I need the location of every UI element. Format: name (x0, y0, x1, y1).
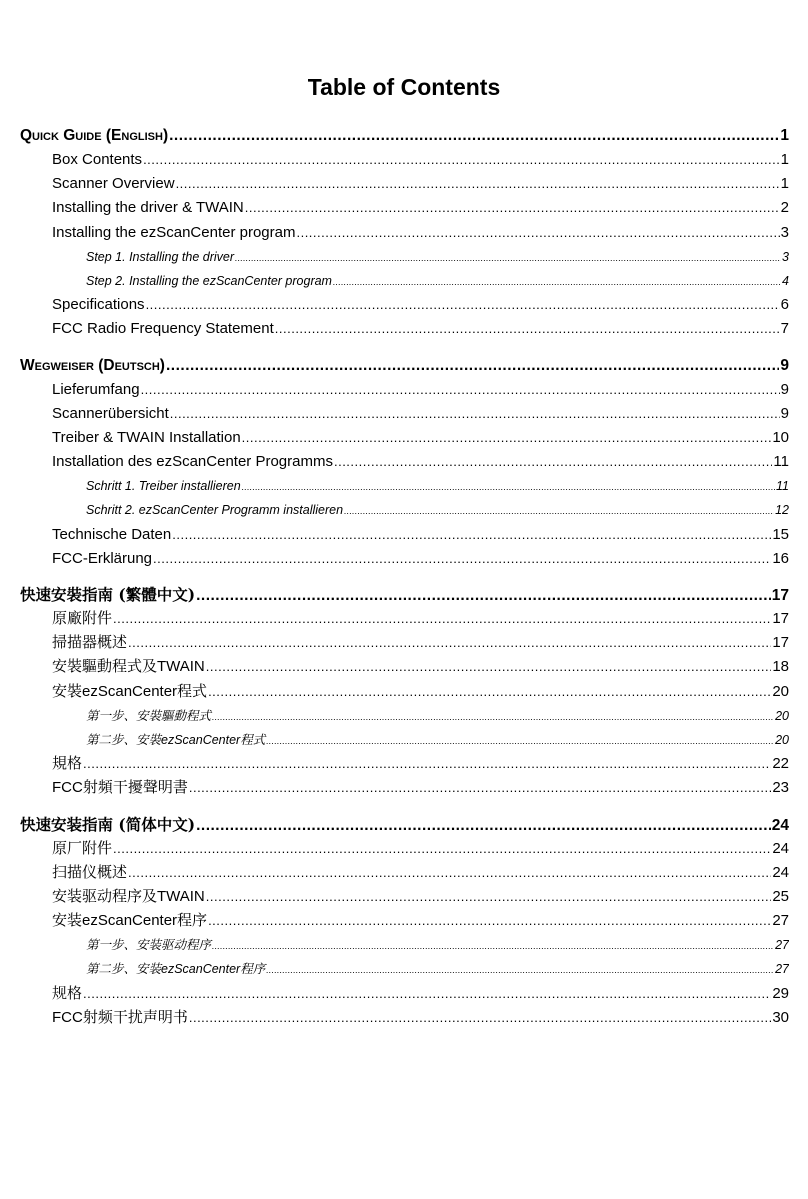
toc-entry-label: Treiber & TWAIN Installation (52, 428, 241, 446)
toc-entry[interactable] (20, 982, 789, 1006)
toc-page-number: 24 (772, 839, 789, 857)
toc-entry[interactable] (20, 402, 789, 426)
toc-page-number: 30 (772, 1008, 789, 1026)
toc-page-number: 23 (772, 779, 789, 797)
toc-entry[interactable] (20, 1006, 789, 1030)
toc-entry-label: 第二步、安裝ezScanCenter程式 (86, 732, 266, 747)
toc-section-deutsch[interactable] (20, 354, 789, 378)
toc-entry-label: Box Contents (52, 151, 143, 168)
toc-entry[interactable] (20, 655, 789, 679)
toc-section-traditional-chinese[interactable] (20, 583, 789, 607)
toc-entry[interactable] (20, 547, 789, 571)
toc-entry-label: Installation des ezScanCenter Programms (52, 453, 333, 471)
toc-entry[interactable] (20, 378, 789, 402)
toc-entry-label: Step 2. Installing the ezScanCenter program (86, 273, 332, 288)
toc-subentry[interactable] (20, 474, 789, 498)
toc-entry[interactable] (20, 293, 789, 317)
toc-page-number: 16 (772, 549, 789, 567)
toc-entry-label: 安装ezScanCenter程序 (52, 912, 208, 930)
toc-page-number: 24 (771, 816, 789, 834)
toc-entry-label: FCC Radio Frequency Statement (52, 320, 274, 338)
toc-entry-label: Technische Daten (52, 525, 172, 543)
toc-entry-label: 安裝驅動程式及TWAIN (52, 658, 205, 676)
toc-entry[interactable] (20, 317, 789, 341)
toc-entry-label: 第二步、安装ezScanCenter程序 (86, 962, 266, 977)
toc-entry-label: 原厂附件 (52, 839, 113, 857)
page-title: Table of Contents (307, 74, 501, 100)
toc-page-number: 9 (780, 380, 789, 398)
toc-page-number: 29 (772, 984, 789, 1002)
toc-entry-label: 原廠附件 (52, 610, 113, 627)
toc-entry-label: Schritt 1. Treiber installieren (86, 479, 241, 494)
toc-page-number: 3 (780, 223, 789, 241)
toc-section-label: 快速安裝指南 (繁體中文) (20, 585, 196, 604)
toc-entry-label: FCC-Erklärung (52, 549, 153, 567)
toc-subentry[interactable] (20, 704, 789, 728)
toc-entry-label: Scannerübersicht (52, 404, 169, 422)
toc-page-number: 1 (780, 127, 789, 144)
toc-entry[interactable] (20, 861, 789, 885)
toc-page-number: 27 (772, 912, 789, 930)
toc-page-number: 9 (780, 404, 789, 422)
toc-page-number: 17 (772, 634, 789, 652)
toc-entry[interactable] (20, 172, 789, 196)
toc-subentry[interactable] (20, 728, 789, 752)
toc-entry-label: Schritt 2. ezScanCenter Programm installieren (86, 503, 344, 518)
toc-subentry[interactable] (20, 498, 789, 522)
toc-entry-label: Specifications (52, 296, 145, 314)
toc-entry[interactable] (20, 776, 789, 800)
toc-section-english[interactable] (20, 124, 789, 148)
toc-entry[interactable] (20, 837, 789, 861)
toc-entry-label: FCC射频干扰声明书 (52, 1008, 188, 1026)
toc-entry-label: Installing the ezScanCenter program (52, 223, 296, 241)
toc-page-number: 22 (772, 755, 789, 773)
toc-page-number: 3 (782, 249, 789, 264)
toc-page-number: 9 (780, 356, 789, 374)
toc-page-number: 1 (780, 175, 789, 193)
toc-entry-label: Scanner Overview (52, 175, 175, 193)
toc-entry[interactable] (20, 148, 789, 172)
toc-page-number: 11 (776, 479, 789, 494)
toc-page-number: 7 (780, 320, 789, 338)
toc-entry-label: 扫描仪概述 (52, 863, 128, 881)
toc-section-label: Quick Guide (English) (20, 127, 169, 144)
toc-section-simplified-chinese[interactable] (20, 813, 789, 837)
toc-subentry[interactable] (20, 933, 789, 957)
toc-entry[interactable] (20, 221, 789, 245)
toc-entry-label: 安裝ezScanCenter程式 (52, 682, 208, 700)
toc-page-number: 27 (775, 962, 789, 977)
toc-entry[interactable] (20, 450, 789, 474)
toc-page-number: 15 (772, 525, 789, 543)
toc-page-number: 27 (775, 938, 789, 953)
toc-entry[interactable] (20, 523, 789, 547)
toc-entry-label: 規格 (52, 755, 83, 773)
toc-entry[interactable] (20, 680, 789, 704)
toc-page-number: 17 (771, 587, 789, 604)
toc-subentry[interactable] (20, 245, 789, 269)
toc-entry[interactable] (20, 196, 789, 220)
toc-subentry[interactable] (20, 269, 789, 293)
toc-page-number: 6 (780, 296, 789, 314)
toc-page-number: 1 (780, 151, 789, 168)
toc-page-number: 20 (772, 682, 789, 700)
toc-entry-label: 规格 (52, 984, 83, 1002)
toc-entry-label: Lieferumfang (52, 380, 140, 398)
toc-entry[interactable] (20, 752, 789, 776)
toc-page-number: 2 (780, 199, 789, 217)
toc-entry-label: 掃描器概述 (52, 634, 128, 652)
toc-page-number: 25 (772, 887, 789, 905)
toc-page-number: 24 (772, 863, 789, 881)
toc-page-number: 10 (772, 428, 789, 446)
toc-section-label: 快速安装指南 (简体中文) (20, 814, 196, 834)
toc-section-label: Wegweiser (Deutsch) (20, 356, 165, 374)
table-of-contents (20, 124, 789, 1030)
toc-entry-label: 安装驱动程序及TWAIN (52, 887, 205, 905)
toc-entry-label: Step 1. Installing the driver (86, 249, 234, 264)
toc-entry-label: FCC射頻干擾聲明書 (52, 779, 188, 797)
toc-entry-label: Installing the driver & TWAIN (52, 199, 244, 217)
toc-page-number: 17 (772, 610, 789, 627)
toc-entry-label: 第一步、安裝驅動程式 (86, 708, 212, 723)
toc-entry[interactable] (20, 885, 789, 909)
toc-entry[interactable] (20, 607, 789, 631)
toc-entry-label: 第一步、安装驱动程序 (86, 938, 212, 953)
toc-entry[interactable] (20, 631, 789, 655)
toc-page-number: 20 (775, 732, 789, 747)
toc-page-number: 20 (775, 708, 789, 723)
toc-entry[interactable] (20, 426, 789, 450)
toc-page-number: 4 (782, 273, 789, 288)
toc-subentry[interactable] (20, 957, 789, 981)
toc-page-number: 12 (775, 503, 789, 518)
toc-page-number: 18 (772, 658, 789, 676)
toc-entry[interactable] (20, 909, 789, 933)
toc-page-number: 11 (773, 453, 789, 471)
